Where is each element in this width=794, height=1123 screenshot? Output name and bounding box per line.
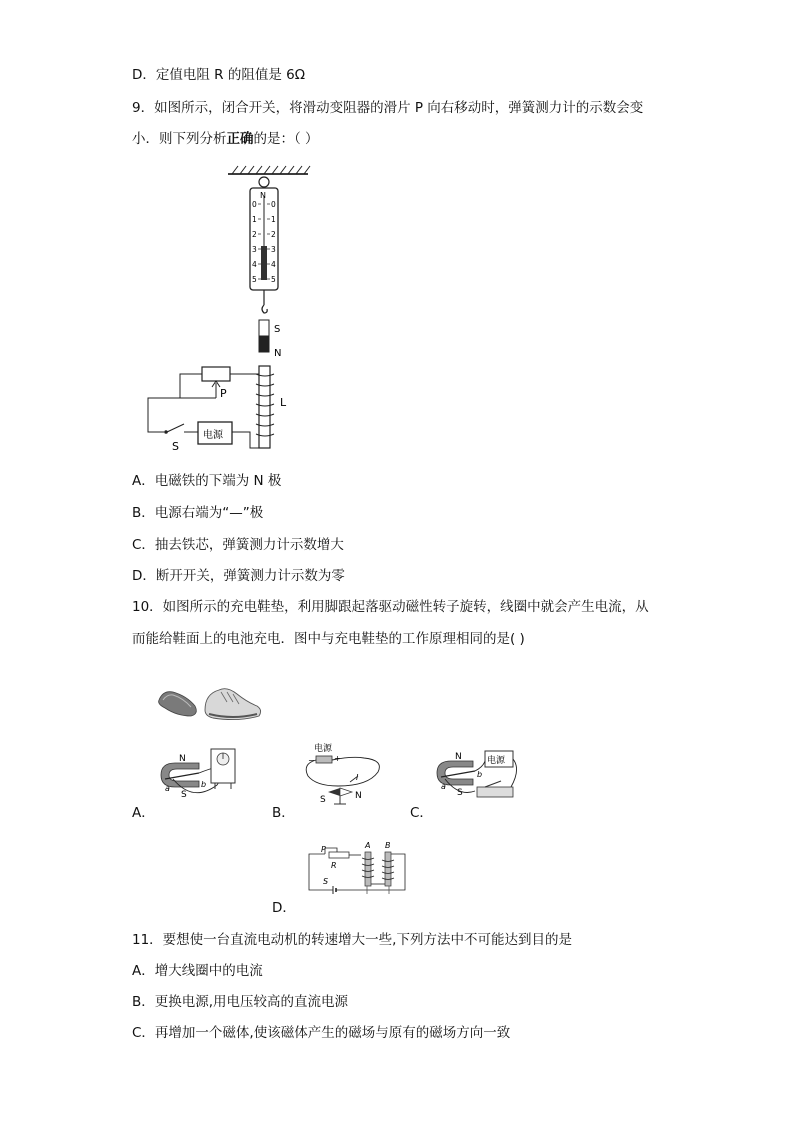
fig-c-switch-blade (485, 781, 501, 787)
svg-text:1: 1 (252, 215, 257, 224)
q10-stem-line1: 10．如图所示的充电鞋垫，利用脚跟起落驱动磁性转子旋转，线圈中就会产生电流，从 (132, 599, 649, 615)
q10-fig-c (433, 745, 523, 810)
fig-b-s: S (320, 795, 326, 805)
q9-stem-pre: 小．则下列分析 (132, 131, 227, 147)
fig-d-p: P (321, 845, 326, 854)
conductor-rod (165, 773, 199, 779)
magnet-s (259, 320, 269, 336)
q11-stem: 11．要想使一台直流电动机的转速增大一些,下列方法中不可能达到目的是 (132, 932, 572, 948)
magnet-bottom-label: N (274, 348, 282, 359)
q9-stem-bold: 正确 (226, 131, 254, 147)
insole-photo (155, 680, 265, 726)
fig-d-rheostat (329, 852, 349, 858)
svg-text:2: 2 (252, 230, 257, 239)
fig-a-b: b (201, 780, 207, 789)
q10-option-c-label: C． (410, 805, 433, 821)
svg-text:0: 0 (252, 200, 257, 209)
magnet-n (259, 336, 269, 352)
slider-label: P (220, 387, 227, 400)
fig-a-a: a (165, 784, 170, 793)
fig-a-n: N (179, 754, 186, 764)
fig-d-wire-left (309, 854, 333, 890)
fig-c-source: 电源 (487, 756, 506, 766)
ceiling-hatch (228, 166, 310, 174)
q10-option-a-label: A． (132, 805, 155, 821)
spring-top-label: N (260, 191, 266, 200)
q9-option-d: D．断开开关，弹簧测力计示数为零 (132, 568, 345, 584)
fig-d-s: S (323, 877, 329, 886)
rheostat (202, 367, 230, 381)
fig-c-b: b (477, 770, 483, 779)
insole-icon (159, 692, 197, 716)
power-source-label: 电源 (203, 430, 223, 441)
wire-source-coil (232, 432, 259, 448)
q10-fig-a (155, 745, 245, 810)
compass-needle-left (328, 788, 340, 796)
fig-d-core-b (385, 852, 391, 886)
fig-b-n: N (355, 791, 362, 801)
q9-stem-line1: 9．如图所示，闭合开关，将滑动变阻器的滑片 P 向右移动时，弹簧测力计的示数会变 (132, 100, 644, 116)
svg-text:0: 0 (271, 200, 276, 209)
hook (262, 305, 267, 313)
q8-option-d: D．定值电阻 R 的阻值是 6Ω (132, 67, 306, 83)
q9-option-c: C．抽去铁芯，弹簧测力计示数增大 (132, 537, 344, 553)
switch-label: S (172, 440, 179, 453)
fig-b-plus: + (334, 754, 341, 763)
svg-text:1: 1 (271, 215, 276, 224)
spring-coil (261, 246, 267, 280)
q10-fig-d (305, 840, 415, 902)
fig-d-r: R (331, 861, 337, 870)
q11-option-b: B．更换电源,用电压较高的直流电源 (132, 994, 349, 1010)
compass-needle-right (340, 788, 352, 796)
top-ring (259, 177, 269, 187)
fig-c-n: N (455, 752, 462, 762)
q10-option-b-label: B． (272, 805, 295, 821)
switch-blade (167, 424, 184, 432)
fig-c-rod (441, 771, 475, 777)
q9-figure (140, 160, 320, 460)
q9-stem-post: 的是：（ ） (253, 131, 319, 147)
svg-text:5: 5 (271, 275, 276, 284)
svg-text:3: 3 (252, 245, 257, 254)
q10-fig-b (300, 740, 390, 810)
q10-stem-line2: 而能给鞋面上的电池充电．图中与充电鞋垫的工作原理相同的是( ) (132, 631, 525, 647)
fig-b-battery (316, 756, 332, 763)
fig-d-a: A (365, 841, 371, 850)
coil-label: L (280, 396, 287, 409)
fig-b-current: I (356, 773, 359, 782)
fig-b-minus: − (308, 756, 315, 765)
fig-c-s: S (457, 788, 463, 798)
svg-text:4: 4 (271, 260, 276, 269)
q11-option-c: C．再增加一个磁体,使该磁体产生的磁场与原有的磁场方向一致 (132, 1025, 511, 1041)
q9-stem-line2 (132, 130, 319, 148)
magnet-top-label: S (274, 324, 281, 335)
fig-c-switch-base (477, 787, 513, 797)
svg-text:3: 3 (271, 245, 276, 254)
fig-c-a: a (441, 782, 446, 791)
svg-text:4: 4 (252, 260, 257, 269)
q11-option-a: A．增大线圈中的电流 (132, 963, 263, 979)
fig-d-core-a (365, 852, 371, 886)
fig-b-source: 电源 (314, 744, 333, 754)
fig-d-b: B (385, 841, 391, 850)
q9-option-b: B．电源右端为“—”极 (132, 505, 264, 521)
fig-a-s: S (181, 790, 187, 800)
svg-text:2: 2 (271, 230, 276, 239)
q9-option-a: A．电磁铁的下端为 N 极 (132, 473, 282, 489)
q10-option-d-label: D． (272, 900, 296, 916)
svg-text:5: 5 (252, 275, 257, 284)
